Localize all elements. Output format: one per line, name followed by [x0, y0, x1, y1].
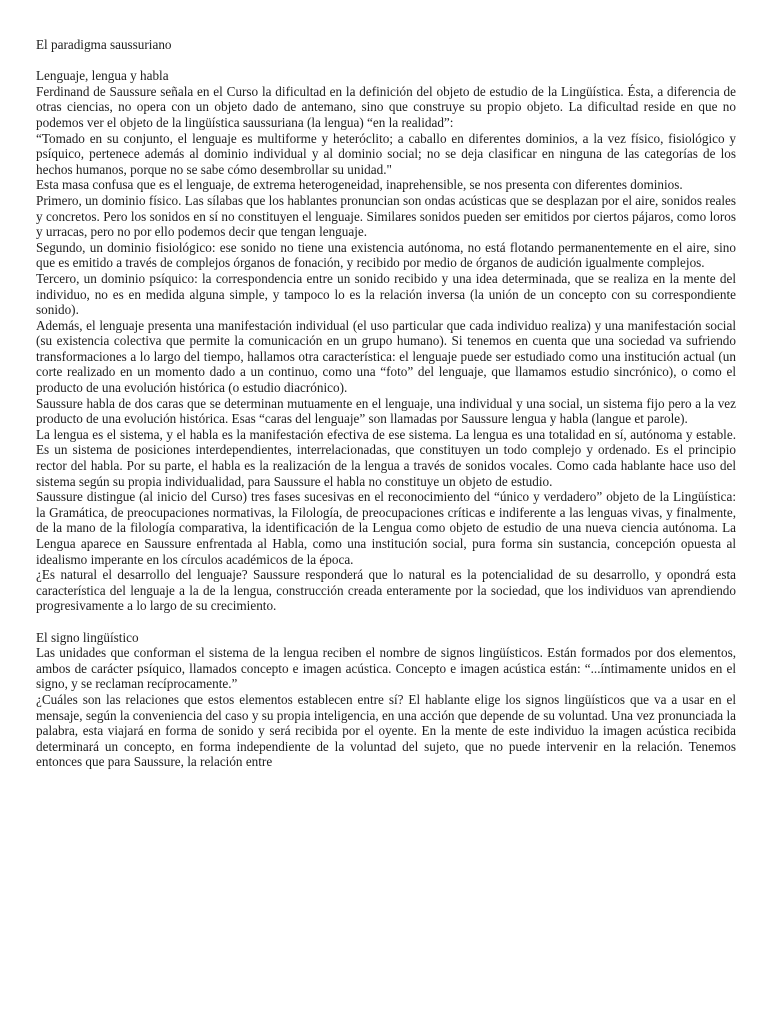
document-title: El paradigma saussuriano: [36, 37, 172, 52]
paragraph: Saussure distingue (al inicio del Curso) tres fases sucesivas en el reconocimiento del “único y verdadero” objeto de la Lingüística: la Gramática, de preocupaciones normativas, la Filología, de preocupaciones críticas e indiferente a las lenguas vivas, y finalmente, de la mano de la filología comparativa, la identificación de la Lengua como objeto de estudio de una nueva ciencia autónoma. La Lengua aparece en Saussure enfrentada al Habla, como una institución social, pura forma sin sustancia, concepción opuesta al idealismo imperante en los círculos académicos de la época.: [36, 489, 736, 567]
section-heading-signo: El signo lingüístico: [36, 629, 139, 645]
paragraph: Primero, un dominio físico. Las sílabas que los hablantes pronuncian son ondas acústicas que se desplazan por el aire, sonidos reales y concretos. Pero los sonidos en sí no constituyen el lenguaje. Similares sonidos pueden ser emitidos por ciertos pájaros, como loros y urracas, pero no por ello podemos decir que tengan lenguaje.: [36, 192, 736, 240]
paragraph: La lengua es el sistema, y el habla es la manifestación efectiva de ese sistema. La lengua es una totalidad en sí, autónoma y estable. Es un sistema de posiciones interdependientes, interrelacionadas, que constituyen un todo complejo y ordenado. Es el principio rector del habla. Por su parte, el habla es la realización de la lengua a través de sonidos vocales. Como cada hablante hace uso del sistema según su propia individualidad, para Saussure el habla no constituye un objeto de estudio.: [36, 426, 736, 489]
paragraph: ¿Cuáles son las relaciones que estos elementos establecen entre sí? El hablante elige los signos lingüísticos que va a usar en el mensaje, según la conveniencia del caso y su propia inteligencia, en una acción que depende de su voluntad. Una vez pronunciada la palabra, esta viajará en forma de sonido y será recibida por el oyente. En la mente de este individuo la imagen acústica recibida determinará un concepto, en forma independiente de la voluntad del sujeto, que no puede intervenir en la relación. Tenemos entonces que para Saussure, la relación entre: [36, 691, 736, 770]
paragraph: Segundo, un dominio fisiológico: ese sonido no tiene una existencia autónoma, no está flotando permanentemente en el aire, sino que es emitido a través de complejos órganos de fonación, y recibido por medio de órganos de audición igualmente complejos.: [36, 239, 736, 271]
blank-line: [36, 614, 736, 630]
quote-paragraph: “Tomado en su conjunto, el lenguaje es multiforme y heteróclito; a caballo en diferentes dominios, a la vez físico, fisiológico y psíquico, pertenece además al dominio individual y al dominio social; no se deja clasificar en ninguna de las categorías de los hechos humanos, porque no se sabe cómo desembrollar su unidad.": [36, 130, 736, 177]
blank-line: [36, 53, 736, 69]
paragraph: Además, el lenguaje presenta una manifestación individual (el uso particular que cada individuo realiza) y una manifestación social (su existencia colectiva que permite la comunicación en un grupo humano). Si tenemos en cuenta que una sociedad va sufriendo transformaciones a lo largo del tiempo, hallamos otra característica: el lenguaje puede ser estudiado como una institución actual (un corte realizado en un momento dado a un continuo, como una “foto” del lenguaje, que llamamos estudio sincrónico), o como el producto de una evolución histórica (o estudio diacrónico).: [36, 317, 736, 396]
paragraph: Ferdinand de Saussure señala en el Curso la dificultad en la definición del objeto de estudio de la Lingüística. Ésta, a diferencia de otras ciencias, no opera con un objeto dado de antemano, sino que construye su propio objeto. La dificultad reside en que no podemos ver el objeto de la lingüística saussuriana (la lengua) “en la realidad”:: [36, 83, 736, 130]
section-heading-lenguaje: Lenguaje, lengua y habla: [36, 68, 169, 84]
paragraph: ¿Es natural el desarrollo del lenguaje? Saussure responderá que lo natural es la potencialidad de su desarrollo, y opondrá esta característica del lenguaje a la de la lengua, construcción creada enteramente por la sociedad, que los individuos van aprendiendo progresivamente a lo largo de su crecimiento.: [36, 567, 736, 614]
paragraph: Esta masa confusa que es el lenguaje, de extrema heterogeneidad, inaprehensible, se nos presenta con diferentes dominios.: [36, 177, 683, 193]
paragraph: Las unidades que conforman el sistema de la lengua reciben el nombre de signos lingüísticos. Están formados por dos elementos, ambos de carácter psíquico, llamados concepto e imagen acústica. Concepto e imagen acústica están: “...íntimamente unidos en el signo, y se reclaman recíprocamente.”: [36, 645, 736, 692]
paragraph: Tercero, un dominio psíquico: la correspondencia entre un sonido recibido y una idea determinada, que se realiza en la mente del individuo, no es en medida alguna simple, y tampoco lo es la relación inversa (la unión de un concepto con su correspondiente sonido).: [36, 270, 736, 318]
paragraph: Saussure habla de dos caras que se determinan mutuamente en el lenguaje, una individual y una social, un sistema fijo pero a la vez producto de una evolución histórica. Esas “caras del lenguaje” son llamadas por Saussure lengua y habla (langue et parole).: [36, 395, 736, 427]
